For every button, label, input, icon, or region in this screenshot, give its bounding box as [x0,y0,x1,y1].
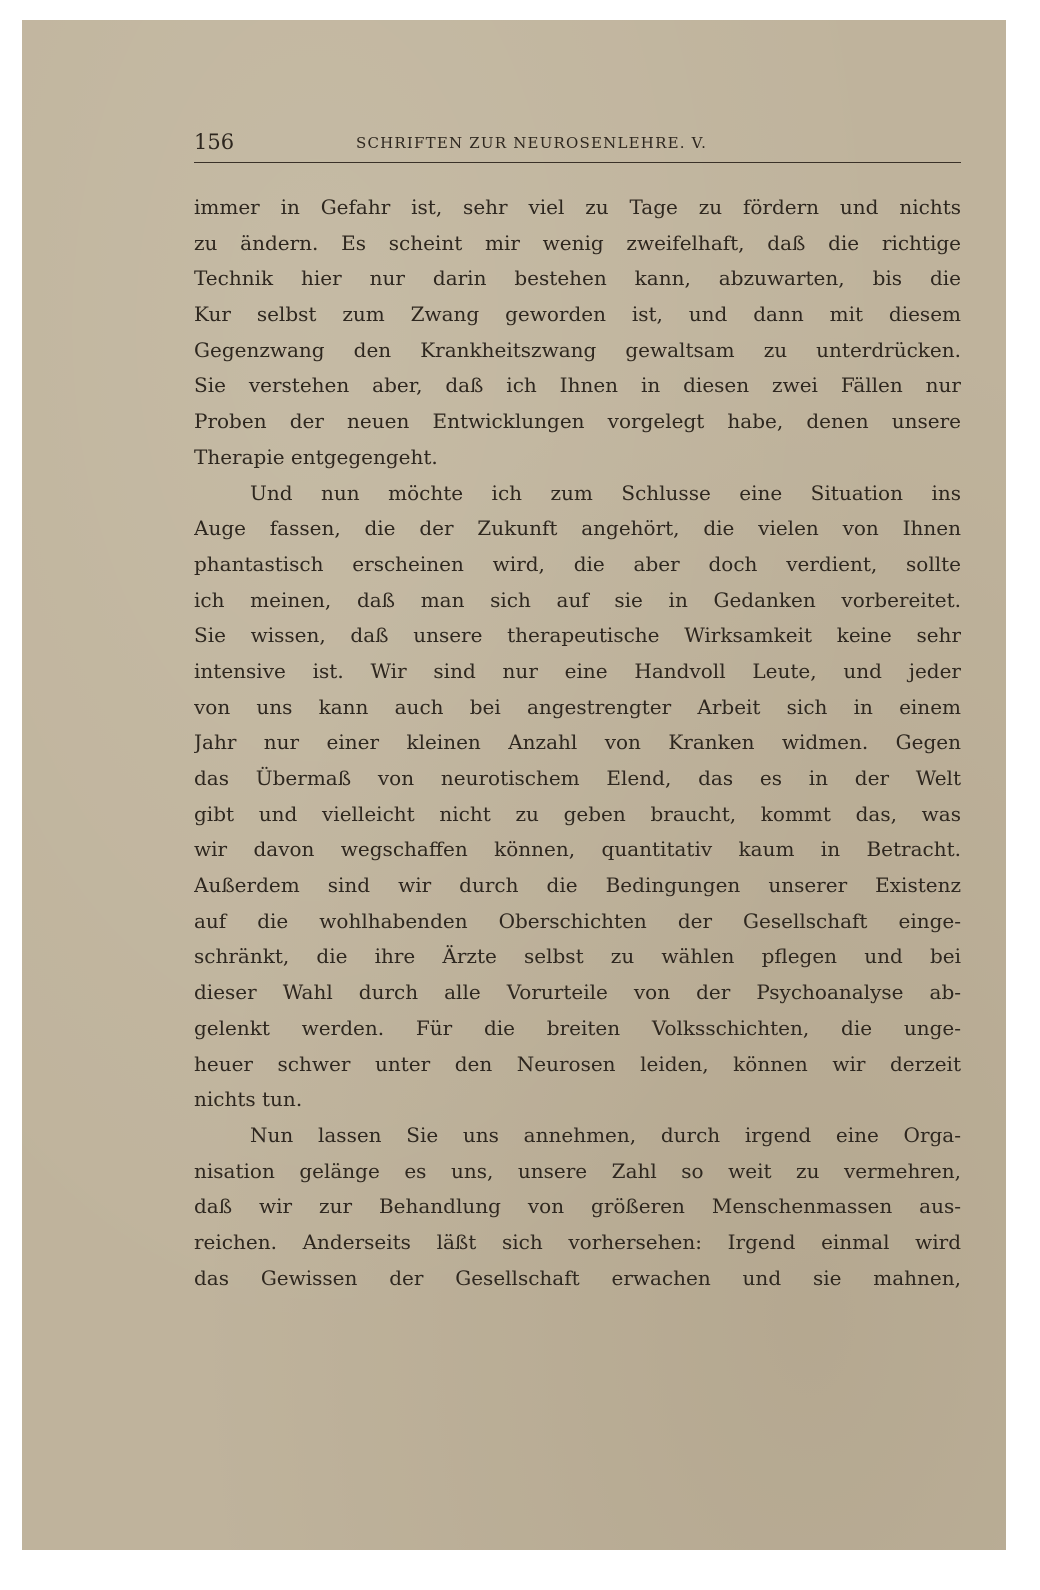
text-line: Jahr nur einer kleinen Anzahl von Kranken widmen. Gegen [194,730,961,755]
text-line: Und nun möchte ich zum Schlusse eine Situation ins [250,480,961,505]
text-line: auf die wohlhabenden Oberschichten der Gesellschaft einge- [194,908,961,933]
text-line: schränkt, die ihre Ärzte selbst zu wählen pflegen und bei [194,944,961,969]
text-line: Sie verstehen aber, daß ich Ihnen in diesen zwei Fällen nur [194,373,961,398]
text-line: nichts tun. [194,1087,303,1112]
text-line: Technik hier nur darin bestehen kann, abzuwarten, bis die [194,266,961,291]
text-line: Nun lassen Sie uns annehmen, durch irgend eine Orga- [250,1122,961,1147]
page-number: 156 [194,130,235,154]
running-head: SCHRIFTEN ZUR NEUROSENLEHRE. V. [356,134,708,152]
text-line: wir davon wegschaffen können, quantitativ kaum in Betracht. [194,837,961,862]
body-text [194,190,961,1296]
text-line: phantastisch erscheinen wird, die aber doch verdient, sollte [194,551,961,576]
text-line: Kur selbst zum Zwang geworden ist, und dann mit diesem [194,302,961,327]
text-line: Proben der neuen Entwicklungen vorgelegt habe, denen unsere [194,409,961,434]
text-line: intensive ist. Wir sind nur eine Handvoll Leute, und jeder [194,658,961,683]
text-line: gibt und vielleicht nicht zu geben braucht, kommt das, was [194,801,961,826]
text-line: zu ändern. Es scheint mir wenig zweifelhaft, daß die richtige [194,230,961,255]
text-line: nisation gelänge es uns, unsere Zahl so weit zu vermehren, [194,1158,961,1183]
text-line: dieser Wahl durch alle Vorurteile von der Psychoanalyse ab- [194,980,961,1005]
page-header [194,126,961,163]
text-line: Außerdem sind wir durch die Bedingungen unserer Existenz [194,873,961,898]
text-line: Sie wissen, daß unsere therapeutische Wirksamkeit keine sehr [194,623,961,648]
book-page [22,20,1006,1550]
text-line: Therapie entgegengeht. [194,444,438,469]
text-line: das Übermaß von neurotischem Elend, das es in der Welt [194,766,961,790]
text-line: gelenkt werden. Für die breiten Volksschichten, die unge- [194,1015,961,1040]
text-line: von uns kann auch bei angestrengter Arbeit sich in einem [194,694,961,719]
text-line: das Gewissen der Gesellschaft erwachen und sie mahnen, [194,1265,961,1290]
text-line: heuer schwer unter den Neurosen leiden, können wir derzeit [194,1051,961,1076]
text-line: Auge fassen, die der Zukunft angehört, die vielen von Ihnen [194,516,961,541]
text-line: Gegenzwang den Krankheitszwang gewaltsam zu unterdrücken. [194,337,961,362]
text-line: daß wir zur Behandlung von größeren Menschenmassen aus- [194,1194,961,1219]
text-line: immer in Gefahr ist, sehr viel zu Tage zu fördern und nichts [194,195,961,219]
text-line: reichen. Anderseits läßt sich vorhersehen: Irgend einmal wird [194,1229,961,1254]
text-line: ich meinen, daß man sich auf sie in Gedanken vorbereitet. [194,587,961,612]
